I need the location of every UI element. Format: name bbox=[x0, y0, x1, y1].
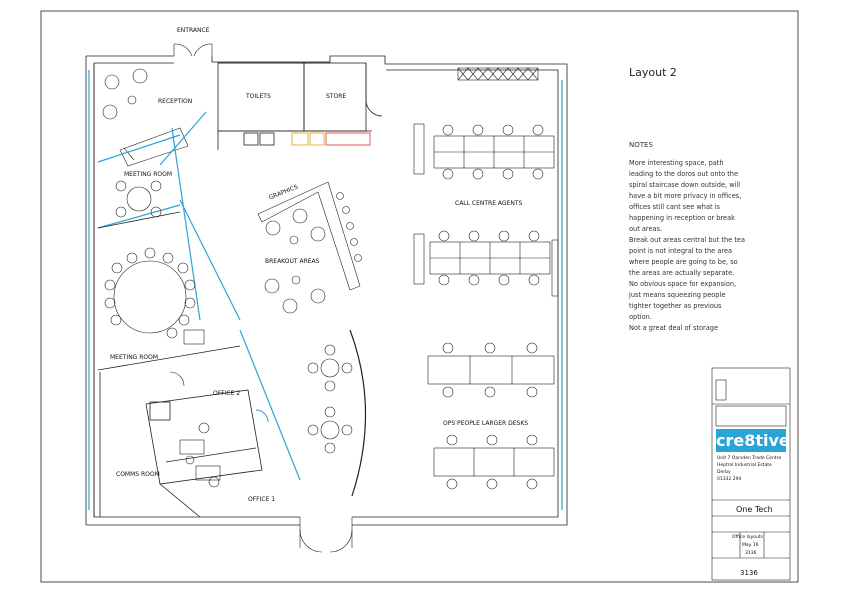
cafe-tables bbox=[308, 345, 352, 453]
drawing-title: Office layouts bbox=[732, 535, 763, 540]
note-line: No obvious space for expansion, bbox=[629, 280, 737, 288]
store-label: STORE bbox=[326, 93, 347, 100]
note-line: Break out areas central but the tea bbox=[629, 236, 746, 244]
outer-walls bbox=[86, 56, 567, 525]
address-line: Derby bbox=[717, 470, 731, 475]
note-line: Not a great deal of storage bbox=[629, 324, 719, 332]
company-logo: cre8tive bbox=[716, 431, 790, 450]
toilets-store-block bbox=[218, 63, 382, 150]
door-swing bbox=[256, 410, 268, 422]
note-line: point is not integral to the area bbox=[629, 247, 733, 255]
address-line: Unit 7 Oarsden Trade Centre bbox=[717, 456, 782, 461]
office-1-label: OFFICE 1 bbox=[248, 496, 276, 503]
office-2-label: OFFICE 2 bbox=[213, 390, 241, 397]
ops-desks bbox=[428, 343, 554, 489]
drawing-number-large: 3136 bbox=[740, 569, 758, 577]
reception-label: RECEPTION bbox=[158, 98, 193, 105]
note-line: where people are going to be, so bbox=[629, 258, 738, 266]
note-line: spiral staircase down outside, will bbox=[629, 181, 741, 189]
entrance-label: ENTRANCE bbox=[177, 27, 210, 34]
client-name: One Tech bbox=[736, 505, 773, 514]
meeting-room-large-label: MEETING ROOM bbox=[110, 354, 159, 361]
office-desks bbox=[180, 423, 220, 487]
notes-heading: NOTES bbox=[629, 141, 653, 149]
note-line: tighter together as previous bbox=[629, 302, 722, 310]
exit-doors bbox=[300, 517, 352, 552]
meeting-room-small-label: MEETING ROOM bbox=[124, 171, 173, 178]
curved-screen bbox=[350, 330, 366, 496]
note-line: More interesting space, path bbox=[629, 159, 724, 167]
wall-segment bbox=[98, 212, 180, 228]
layout-title: Layout 2 bbox=[629, 66, 677, 79]
note-line: option. bbox=[629, 313, 652, 321]
graphics-label: GRAPHICS bbox=[268, 183, 299, 202]
drawing-date: May 16 bbox=[742, 543, 759, 548]
note-line: happening in reception or break bbox=[629, 214, 735, 222]
note-line: out areas. bbox=[629, 225, 663, 233]
entrance-doors bbox=[174, 44, 212, 56]
door-swing bbox=[170, 372, 184, 386]
note-line: leading to the doros out onto the bbox=[629, 170, 739, 178]
toilets-label: TOILETS bbox=[246, 93, 271, 100]
note-line: offices still cant see what is bbox=[629, 203, 720, 211]
comms-room-label: COMMS ROOM bbox=[116, 471, 160, 478]
drawing-number: 3136 bbox=[745, 551, 757, 556]
call-centre-desks bbox=[414, 124, 558, 296]
address-line: Heptrol Industrial Estate bbox=[717, 463, 772, 468]
note-line: have a bit more privacy in offices, bbox=[629, 192, 742, 200]
glass-partitions bbox=[98, 112, 300, 480]
large-meeting-table bbox=[105, 248, 204, 344]
call-centre-label: CALL CENTRE AGENTS bbox=[455, 200, 523, 207]
ops-desks-label: OPS PEOPLE LARGER DESKS bbox=[443, 420, 529, 427]
breakout-areas-label: BREAKOUT AREAS bbox=[265, 258, 320, 265]
note-line: just means squeezing people bbox=[629, 291, 726, 299]
address-line: 01332 294 bbox=[717, 477, 742, 482]
note-line: the areas are actually separate. bbox=[629, 269, 735, 277]
